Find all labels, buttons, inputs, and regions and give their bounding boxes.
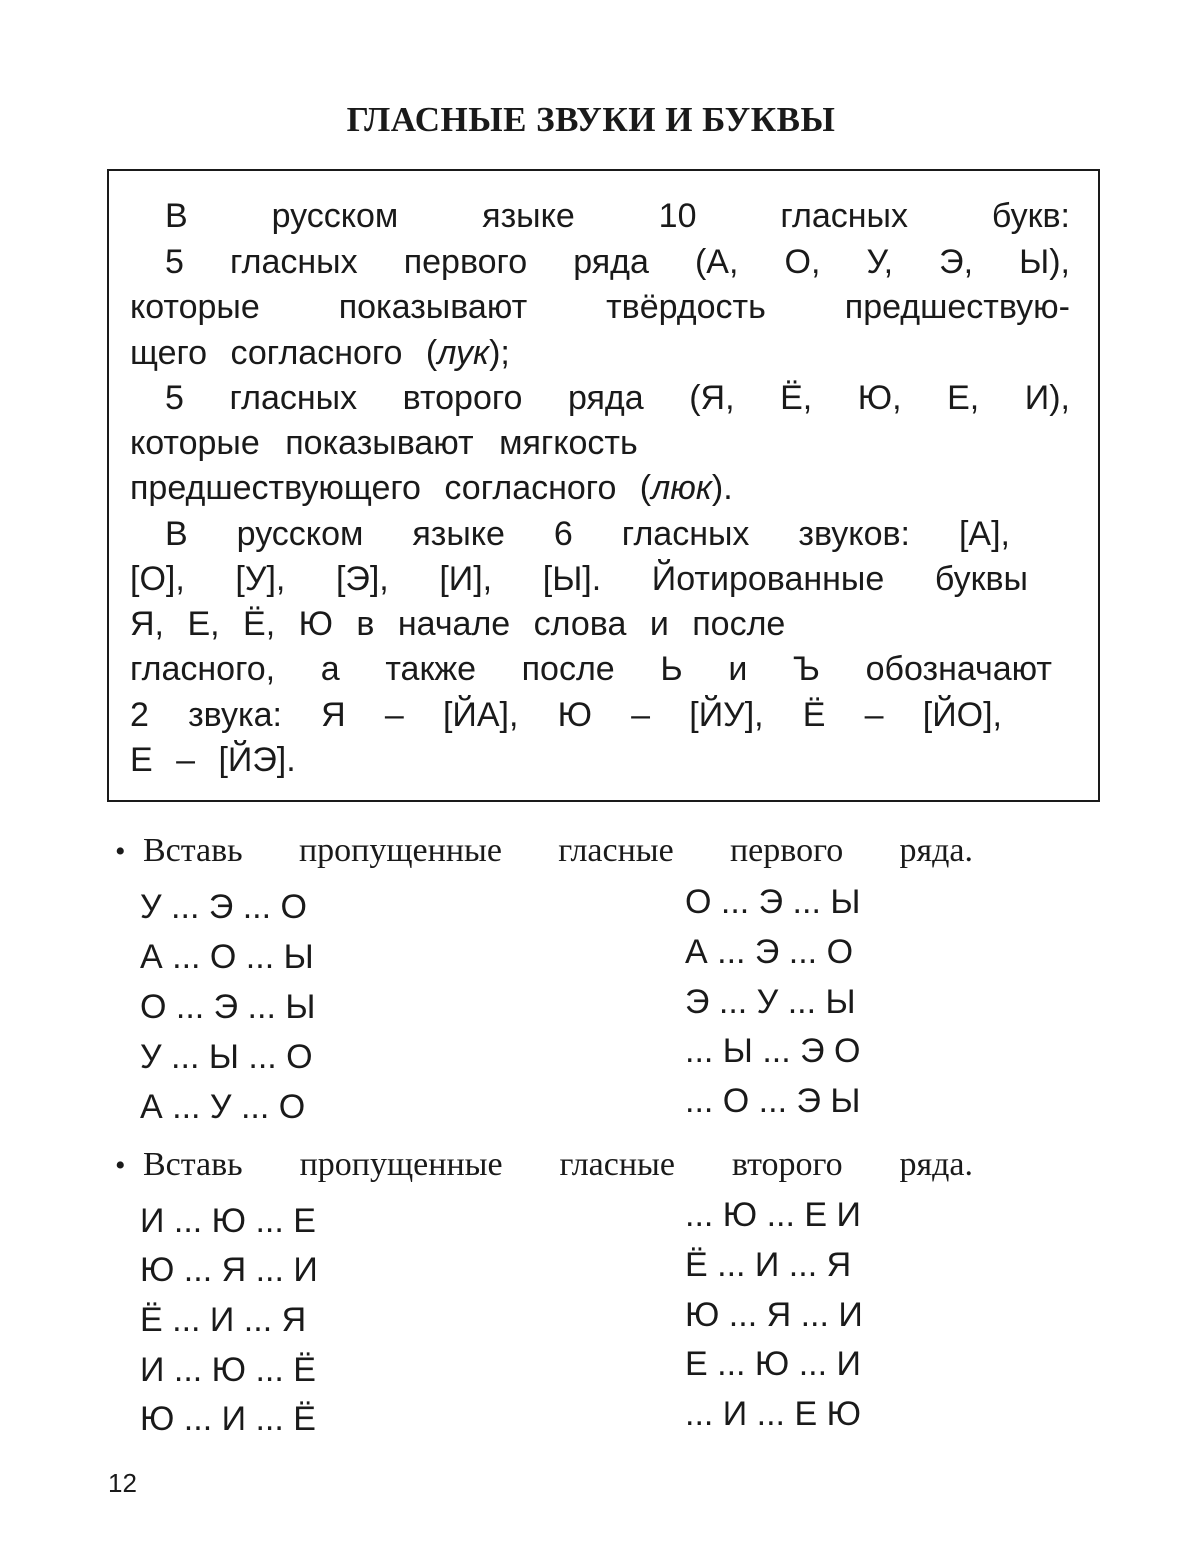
rule-line xyxy=(130,333,1070,373)
rule-line: В русском языке 6 гласных звуков: [А], xyxy=(165,515,1010,553)
exercise-row: ... Ю ... Е И xyxy=(685,1196,861,1234)
page-number: 12 xyxy=(108,1468,137,1498)
rule-text: предшествующего согласного ( xyxy=(130,469,652,507)
exercise-row: У ... Ы ... О xyxy=(140,1038,313,1076)
exercise-row: Ё ... И ... Я xyxy=(685,1246,852,1284)
exercise-row: Е ... Ю ... И xyxy=(685,1345,861,1383)
rule-text: ); xyxy=(489,334,510,372)
rule-line: В русском языке 10 гласных букв: xyxy=(165,197,1070,235)
rule-text: щего согласного ( xyxy=(130,334,438,372)
rule-line: 5 гласных второго ряда (Я, Ё, Ю, Е, И), xyxy=(165,379,1070,417)
bullet: • xyxy=(115,835,126,868)
task-text: Вставь пропущенные гласные второго ряда. xyxy=(143,1146,973,1183)
rule-line: которые показывают твёрдость предшествую- xyxy=(130,288,1070,326)
rule-line: которые показывают мягкость xyxy=(130,424,638,462)
rule-line xyxy=(130,468,1070,508)
task-instruction xyxy=(115,1145,975,1186)
example-word: лук xyxy=(437,334,490,372)
exercise-row: А ... О ... Ы xyxy=(140,938,314,976)
exercise-row: Ё ... И ... Я xyxy=(140,1301,307,1339)
exercise-row: ... Ы ... Э О xyxy=(685,1032,861,1070)
exercise-row: И ... Ю ... Ё xyxy=(140,1351,316,1389)
exercise-row: И ... Ю ... Е xyxy=(140,1202,316,1240)
exercise-row: Ю ... Я ... И xyxy=(685,1296,863,1334)
task-instruction xyxy=(115,831,975,872)
rule-line: гласного, а также после Ь и Ъ обозначают xyxy=(130,650,1052,688)
rule-text: ). xyxy=(711,469,733,507)
rule-line: Я, Е, Ё, Ю в начале слова и после xyxy=(130,605,786,643)
page-title: ГЛАСНЫЕ ЗВУКИ И БУКВЫ xyxy=(346,100,836,139)
rule-line: 2 звука: Я – [ЙА], Ю – [ЙУ], Ё – [ЙО], xyxy=(130,696,1002,734)
exercise-row: Ю ... Я ... И xyxy=(140,1251,318,1289)
exercise-row: ... О ... Э Ы xyxy=(685,1082,861,1120)
exercise-row: Э ... У ... Ы xyxy=(685,983,856,1021)
example-word: люк xyxy=(651,469,712,507)
rule-line: 5 гласных первого ряда (А, О, У, Э, Ы), xyxy=(165,243,1070,281)
exercise-row: У ... Э ... О xyxy=(140,888,307,926)
exercise-row: А ... У ... О xyxy=(140,1088,306,1126)
bullet: • xyxy=(115,1149,126,1182)
exercise-row: О ... Э ... Ы xyxy=(685,883,861,921)
task-text: Вставь пропущенные гласные первого ряда. xyxy=(143,832,973,869)
rule-line: [О], [У], [Э], [И], [Ы]. Йотированные буквы xyxy=(130,560,1028,598)
exercise-row: Ю ... И ... Ё xyxy=(140,1400,316,1438)
rule-line: Е – [ЙЭ]. xyxy=(130,741,296,779)
exercise-row: А ... Э ... О xyxy=(685,933,854,971)
exercise-row: О ... Э ... Ы xyxy=(140,988,316,1026)
exercise-row: ... И ... Е Ю xyxy=(685,1395,861,1433)
